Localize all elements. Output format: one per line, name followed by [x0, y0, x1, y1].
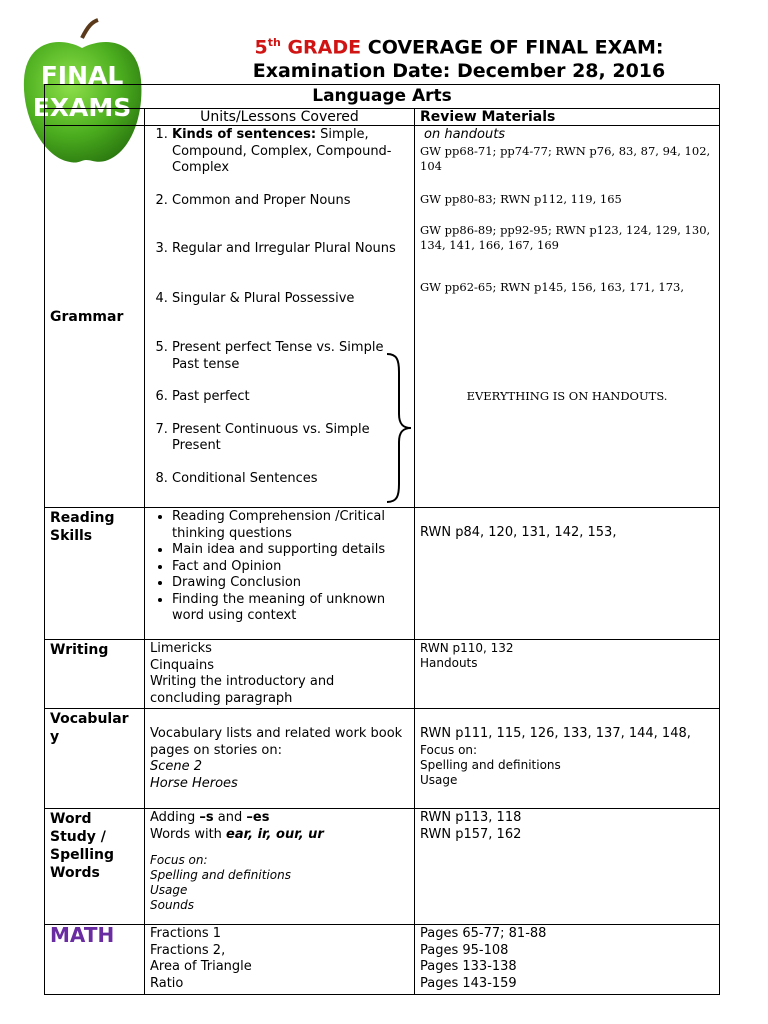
vocabulary-story: Horse Heroes [150, 775, 238, 791]
writing-review-line: RWN p110, 132 [420, 641, 514, 655]
reading-label: Reading Skills [45, 508, 145, 640]
math-review-line: Pages 143-159 [420, 975, 517, 991]
math-row [45, 925, 720, 995]
vocabulary-review-line: Usage [420, 772, 458, 787]
reading-item: • Reading Comprehension /Critical thinking questions [172, 509, 409, 542]
math-review [415, 925, 720, 995]
word-study-review [415, 809, 720, 925]
grade-word: GRADE [287, 36, 362, 59]
title-rest: COVERAGE OF FINAL EXAM: [367, 36, 664, 59]
vocabulary-units [145, 709, 415, 809]
grade-number: 5 [254, 36, 268, 59]
grammar-item: 6. Past perfect [172, 389, 409, 406]
grammar-label: Grammar [45, 126, 145, 508]
vocabulary-row [45, 709, 720, 809]
grammar-item: 1. Kinds of sentences: Simple, Compound, Complex, Compound-Complex [172, 127, 409, 177]
vocabulary-review-line: RWN p111, 115, 126, 133, 137, 144, 148, [420, 726, 691, 741]
math-item: Fractions 2, [150, 942, 226, 958]
grammar-review-line: GW pp86-89; pp92-95; RWN p123, 124, 129, 130, 134, 141, 166, 167, 169 [420, 222, 711, 252]
grammar-units [145, 126, 415, 508]
math-item: Fractions 1 [150, 926, 222, 941]
math-review-line: Pages 95-108 [420, 942, 509, 958]
reading-review-text: RWN p84, 120, 131, 142, 153, [420, 525, 617, 540]
writing-review [415, 640, 720, 709]
word-study-label: Word Study / Spelling Words [45, 809, 145, 925]
exam-date: Examination Date: December 28, 2016 [252, 60, 666, 82]
grammar-item: 4. Singular & Plural Possessive [172, 291, 409, 308]
grammar-review-line: GW pp68-71; pp74-77; RWN p76, 83, 87, 94, 102, 104 [420, 143, 711, 173]
grammar-item: 3. Regular and Irregular Plural Nouns [172, 241, 409, 258]
reading-item: • Drawing Conclusion [172, 575, 409, 592]
writing-label: Writing [45, 640, 145, 709]
header-review: Review Materials [415, 109, 720, 126]
writing-review-line: Handouts [420, 656, 478, 670]
math-item: Ratio [150, 975, 184, 991]
math-units [145, 925, 415, 995]
math-label: MATH [45, 925, 145, 995]
vocabulary-story: Scene 2 [150, 759, 203, 774]
word-study-focus: Focus on: [150, 853, 208, 867]
vocabulary-text: Vocabulary lists and related work book pages on stories on: [150, 726, 403, 758]
writing-item: Limericks [150, 641, 212, 656]
grammar-row [45, 126, 720, 508]
vocabulary-label: Vocabular y [45, 709, 145, 809]
word-study-adding: Adding –s and –es [150, 810, 270, 825]
word-study-units [145, 809, 415, 925]
reading-item: • Main idea and supporting details [172, 542, 409, 559]
word-study-review-line: RWN p113, 118 [420, 810, 522, 825]
grammar-item: 7. Present Continuous vs. Simple Present [172, 422, 409, 455]
grade-suffix: th [267, 36, 281, 49]
writing-row [45, 640, 720, 709]
word-study-focus: Spelling and definitions [150, 868, 291, 882]
word-study-patterns: Words with ear, ir, our, ur [150, 826, 324, 842]
logo-line-2: EXAMS [32, 93, 132, 122]
writing-item: Writing the introductory and concluding paragraph [150, 674, 335, 706]
grammar-item: 8. Conditional Sentences [172, 471, 409, 488]
reading-row [45, 508, 720, 640]
grammar-item: 5. Present perfect Tense vs. Simple Past tense [172, 340, 409, 373]
grammar-review-note: on handouts [424, 127, 506, 142]
word-study-review-line: RWN p157, 162 [420, 826, 522, 842]
word-study-row [45, 809, 720, 925]
right-brace-icon [385, 352, 415, 504]
writing-item: Cinquains [150, 657, 215, 673]
handouts-note: EVERYTHING IS ON HANDOUTS. [466, 389, 668, 403]
grammar-item: 2. Common and Proper Nouns [172, 193, 409, 210]
page-title [150, 36, 768, 58]
section-title: Language Arts [45, 85, 720, 109]
reading-units [145, 508, 415, 640]
math-review-line: Pages 65-77; 81-88 [420, 926, 547, 941]
word-study-focus: Usage [150, 883, 188, 897]
grammar-review-line: GW pp80-83; RWN p112, 119, 165 [420, 191, 622, 206]
vocabulary-review-line: Spelling and definitions [420, 757, 561, 772]
vocabulary-review [415, 709, 720, 809]
logo-line-1: FINAL [40, 61, 124, 90]
grammar-review [415, 126, 720, 508]
header-units: Units/Lessons Covered [145, 109, 415, 126]
writing-units [145, 640, 415, 709]
coverage-table [44, 84, 720, 995]
math-review-line: Pages 133-138 [420, 959, 517, 974]
reading-item: • Fact and Opinion [172, 559, 409, 576]
grammar-review-line: GW pp62-65; RWN p145, 156, 163, 171, 173, [420, 279, 685, 294]
vocabulary-review-line: Focus on: [420, 742, 478, 757]
header-empty [45, 109, 145, 126]
reading-review [415, 508, 720, 640]
word-study-focus: Sounds [150, 898, 195, 912]
math-item: Area of Triangle [150, 959, 252, 974]
reading-item: • Finding the meaning of unknown word using context [172, 592, 409, 625]
